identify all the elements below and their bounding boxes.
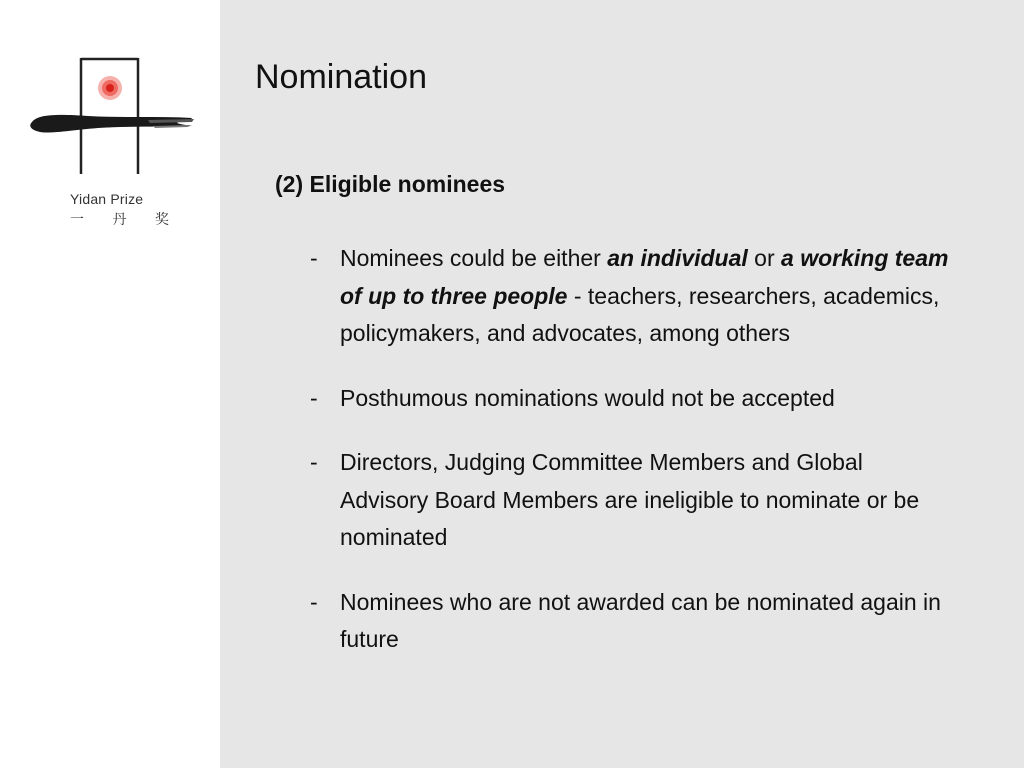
bullet-text: or xyxy=(747,245,782,271)
logo-chinese-name: 一 丹 奖 xyxy=(70,212,181,228)
emphasis-text: a working team of up to three people xyxy=(340,245,949,309)
bullet-marker: - xyxy=(310,245,318,271)
bullet-item xyxy=(310,380,950,418)
bullet-marker: - xyxy=(310,384,318,411)
bullet-text: Nominees could be either xyxy=(340,245,608,271)
section-subtitle: (2) Eligible nominees xyxy=(275,171,506,197)
bullet-marker: - xyxy=(310,588,318,615)
emphasis-text: an individual xyxy=(607,245,748,271)
bullet-text: Posthumous nominations would not be accepted xyxy=(340,384,835,411)
bullet-item xyxy=(310,584,950,659)
bullet-item xyxy=(310,444,950,557)
bullet-text: Directors, Judging Committee Members and Global Advisory Board Members are ineligible to nominate or be nominated xyxy=(340,449,920,550)
bullet-marker: - xyxy=(310,449,318,475)
slide-title: Nomination xyxy=(255,58,427,96)
logo-name: Yidan Prize xyxy=(70,191,144,207)
bullet-text: - teachers, researchers, academics, policymakers, and advocates, among others xyxy=(340,282,940,346)
bullet-list xyxy=(310,240,950,686)
bullet-item xyxy=(310,240,950,353)
bullet-text: Nominees who are not awarded can be nominated again in future xyxy=(340,588,941,652)
sidebar xyxy=(0,0,220,768)
